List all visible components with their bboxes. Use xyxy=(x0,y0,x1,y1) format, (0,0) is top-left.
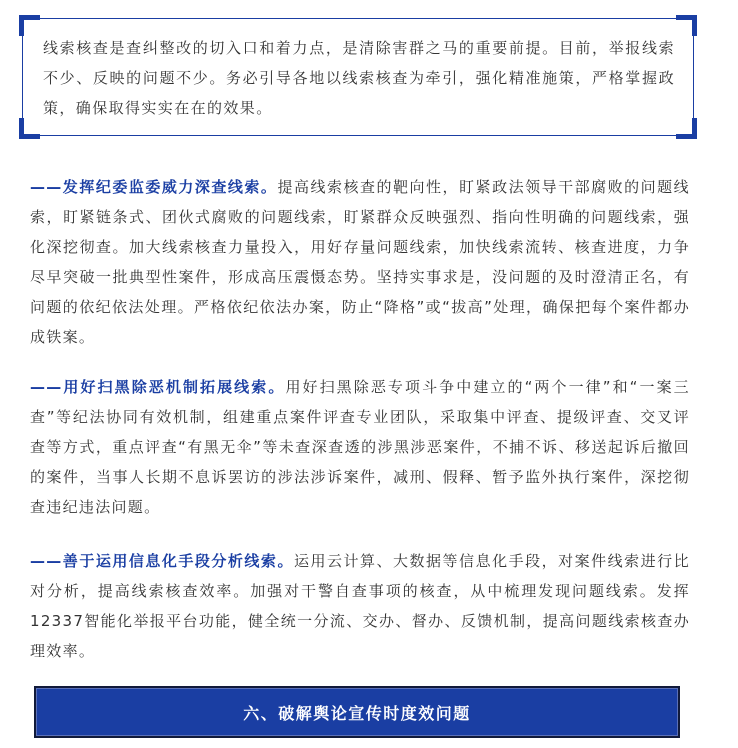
corner-bracket-decoration xyxy=(676,15,697,36)
paragraph-expand-leads xyxy=(30,372,690,522)
paragraph-deep-investigation xyxy=(30,172,690,352)
paragraph-lead-heading: ——用好扫黑除恶机制拓展线索。 xyxy=(30,378,286,396)
corner-bracket-decoration xyxy=(19,15,40,36)
corner-bracket-decoration xyxy=(676,118,697,139)
corner-bracket-decoration xyxy=(19,118,40,139)
quote-box xyxy=(22,18,694,136)
paragraph-lead-heading: ——善于运用信息化手段分析线索。 xyxy=(30,552,294,570)
paragraph-body: 运用云计算、大数据等信息化手段，对案件线索进行比对分析，提高线索核查效率。加强对干警自查事项的核查，从中梳理发现问题线索。发挥12337智能化举报平台功能，健全统一分流、交办、督办、反馈机制，提高问题线索核查办理效率。 xyxy=(30,552,690,660)
paragraph-body: 提高线索核查的靶向性，盯紧政法领导干部腐败的问题线索，盯紧链条式、团伙式腐败的问题线索，盯紧群众反映强烈、指向性明确的问题线索，强化深挖彻查。加大线索核查力量投入，用好存量问题线索，加快线索流转、核查进度，力争尽早突破一批典型性案件，形成高压震慑态势。坚持实事求是，没问题的及时澄清正名，有问题的依纪依法处理。严格依纪依法办案，防止“降格”或“拔高”处理，确保把每个案件都办成铁案。 xyxy=(30,178,690,346)
section-heading-text: 六、破解舆论宣传时度效问题 xyxy=(243,703,471,723)
paragraph-information-analysis xyxy=(30,546,690,666)
paragraph-body: 用好扫黑除恶专项斗争中建立的“两个一律”和“一案三查”等纪法协同有效机制，组建重点案件评查专业团队，采取集中评查、提级评查、交叉评查等方式，重点评查“有黑无伞”等未查深查透的涉黑涉恶案件，不捕不诉、移送起诉后撤回的案件，当事人长期不息诉罢访的涉法涉诉案件，减刑、假释、暂予监外执行案件，深挖彻查违纪违法问题。 xyxy=(30,378,690,516)
section-heading-bar xyxy=(34,686,680,738)
paragraph-lead-heading: ——发挥纪委监委威力深查线索。 xyxy=(30,178,278,196)
quote-text: 线索核查是查纠整改的切入口和着力点，是清除害群之马的重要前提。目前，举报线索不少、反映的问题不少。务必引导各地以线索核查为牵引，强化精准施策，严格掌握政策，确保取得实实在在的效果。 xyxy=(43,39,675,117)
